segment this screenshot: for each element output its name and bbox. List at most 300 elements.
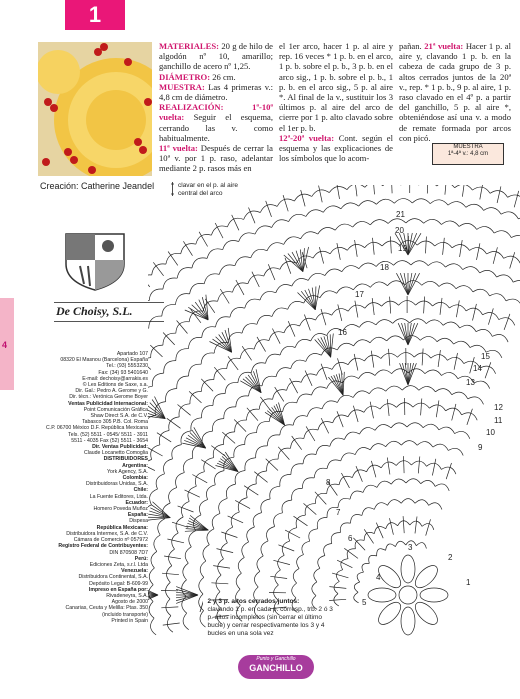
stitch-post: [235, 500, 250, 508]
chain-arch: [354, 340, 371, 346]
chain-arch: [234, 445, 245, 458]
chain-arch: [466, 204, 484, 210]
stitch-post: [270, 576, 287, 578]
chain-arch: [402, 386, 419, 391]
credit-line: Dir. técn.: Verónica Gerome Boyer: [69, 394, 148, 401]
materials-label: MATERIALES:: [159, 41, 220, 51]
stitch-post: [257, 337, 266, 352]
stitch-post: [432, 459, 435, 476]
chain-arch: [359, 201, 377, 206]
stitch-post: [244, 486, 258, 495]
round-number-label: 21: [396, 210, 405, 219]
stitch-post: [371, 461, 376, 477]
stitch-post: [473, 304, 477, 321]
credit-line: Point Comunicación Gráfica: [83, 406, 148, 413]
stitch-post: [236, 280, 244, 295]
chain-arch: [207, 249, 223, 259]
legend-bottom-title: 2 y 3 p. altos cerrados juntos:: [207, 598, 300, 605]
magazine-logo-main: GANCHILLO: [249, 663, 303, 673]
chain-arch: [202, 431, 213, 444]
stitch-post: [294, 516, 308, 526]
gauge-text: Las 4 primeras v.: 4,8 cm de diámetro.: [159, 81, 273, 103]
chain-arch: [322, 401, 337, 409]
center-petal: [412, 562, 442, 592]
chain-arch: [274, 513, 283, 527]
stitch-post: [421, 399, 422, 416]
chain-arch: [302, 541, 310, 554]
fan-ray: [330, 334, 331, 357]
stitch-post: [353, 406, 358, 422]
stitch-post: [164, 556, 181, 559]
stitch-post: [443, 238, 445, 255]
chain-arch: [435, 484, 449, 491]
stitch-post: [355, 240, 358, 257]
stitch-post: [440, 298, 442, 315]
chain-arch: [242, 324, 257, 334]
chain-arch: [408, 369, 425, 374]
chain-arch: [484, 208, 502, 215]
stitch-post: [192, 475, 207, 483]
chain-arch: [176, 473, 185, 488]
chain-arch: [292, 583, 297, 598]
chain-arch: [164, 459, 173, 474]
chain-arch: [426, 320, 443, 325]
stitch-post: [387, 458, 390, 475]
chain-arch: [462, 413, 478, 420]
chain-arch: [225, 383, 238, 394]
chain-arch: [312, 582, 317, 596]
stitch-post: [504, 314, 510, 330]
credit-line: (incluido transporte): [102, 611, 148, 618]
chain-arch: [235, 257, 251, 266]
chain-arch: [320, 291, 337, 298]
chain-arch: [282, 541, 289, 555]
chain-arch: [497, 275, 514, 282]
chain-arch: [506, 299, 520, 307]
diameter-text: 26 cm.: [210, 71, 236, 82]
chain-arch: [251, 249, 267, 257]
round-number-label: 16: [338, 328, 347, 337]
stitch-post: [319, 247, 323, 264]
credit-line: Perú:: [134, 555, 148, 562]
chain-arch: [202, 405, 213, 417]
chain-arch: [189, 364, 202, 376]
chain-arch: [337, 287, 354, 293]
chain-arch: [344, 432, 359, 439]
chain-arch: [317, 517, 327, 528]
stitch-post: [288, 321, 295, 337]
credit-line: Tel.: (93) 5553230: [106, 363, 148, 370]
chain-arch: [476, 329, 492, 336]
stitch-post: [321, 309, 326, 325]
chain-arch: [494, 231, 511, 238]
credit-line: DIN 870508 7D7: [109, 549, 148, 556]
chain-arch: [256, 446, 268, 458]
stitch-post: [390, 236, 391, 253]
chain-arch: [297, 394, 312, 403]
fan-ray: [324, 336, 331, 357]
stitch-post: [436, 400, 439, 417]
stitch-post: [485, 362, 491, 378]
stitch-post: [387, 399, 389, 416]
chain-arch: [388, 219, 406, 224]
stitch-post: [488, 308, 493, 324]
chain-arch: [236, 396, 249, 407]
round-number-label: 9: [478, 443, 483, 452]
credit-line: Homero Poveda Muñoz: [93, 506, 148, 513]
chain-arch: [169, 488, 177, 503]
method-label: REALIZACIÓN: 1ª-10ª vuelta:: [159, 102, 273, 123]
credit-line: Ventas Publicidad Internacional:: [68, 400, 148, 407]
chain-arch: [460, 325, 476, 332]
credit-line: Ediciones Zeta, s.r.l. Ltda: [89, 561, 148, 568]
chain-arch: [148, 301, 149, 313]
stitch-post: [390, 297, 391, 314]
stitch-post: [199, 232, 208, 247]
credit-line: Apartado 107: [116, 351, 148, 357]
credit-line: Claude Locanetto Comoglia: [83, 450, 148, 457]
chain-arch: [219, 265, 235, 275]
chain-arch: [341, 559, 348, 570]
chain-arch: [448, 448, 463, 455]
stitch-post: [456, 300, 459, 317]
chain-arch: [289, 214, 306, 221]
chain-arch: [341, 203, 359, 209]
chain-arch: [337, 395, 353, 402]
page-number: 4: [2, 340, 8, 350]
stitch-post: [161, 607, 178, 608]
chain-arch: [318, 556, 325, 569]
stitch-post: [337, 243, 340, 260]
chain-arch: [391, 423, 407, 428]
chain-arch: [374, 503, 387, 510]
round-number-label: 20: [395, 226, 404, 235]
credit-line: República Mexicana:: [96, 524, 148, 531]
chain-arch: [280, 474, 291, 486]
center-petal: [368, 588, 396, 602]
stitch-post: [275, 387, 284, 401]
chain-arch: [149, 316, 162, 328]
chain-arch: [189, 531, 196, 547]
credit-line: Depósito Legal: B-609-99: [89, 580, 148, 587]
credit-line: Dir. Ventas Publicidad:: [92, 444, 148, 451]
chain-arch: [391, 479, 406, 484]
gauge-box: [432, 143, 504, 165]
chain-arch: [266, 354, 281, 363]
fan-ray: [400, 273, 408, 295]
fan-ray: [402, 363, 408, 385]
stitch-post: [389, 349, 390, 366]
stitch-post: [477, 243, 480, 260]
chain-arch: [394, 199, 412, 204]
round-12-20-label: 12ª-20ª vuelta:: [279, 132, 335, 143]
magazine-logo-small: Punto y Ganchillo: [256, 656, 296, 662]
stitch-post: [418, 457, 420, 474]
chain-arch: [216, 317, 230, 327]
chain-arch: [152, 373, 163, 386]
chain-arch: [314, 468, 327, 478]
publisher-crest: [60, 230, 130, 292]
chain-arch: [267, 243, 284, 251]
chain-arch: [377, 481, 391, 487]
stitch-post: [341, 473, 349, 488]
stitch-post: [376, 523, 383, 539]
chain-arch: [201, 353, 214, 364]
legend-top-line-1: clavar en el p. al aire: [178, 182, 238, 189]
chain-arch: [492, 335, 508, 343]
chain-arch: [477, 227, 494, 234]
stitch-post: [217, 549, 234, 553]
stitch-post: [305, 371, 312, 386]
chain-arch: [330, 438, 345, 446]
chain-arch: [158, 519, 165, 535]
stitch-post: [290, 378, 298, 393]
credit-line: Chile:: [133, 487, 148, 494]
chain-arch: [421, 480, 436, 486]
stitch-post: [403, 516, 404, 533]
stitch-post: [446, 463, 451, 479]
chain-arch: [203, 545, 209, 561]
stitch-post: [424, 297, 425, 314]
chain-arch: [435, 389, 451, 395]
chain-arch: [314, 568, 320, 582]
chain-arch: [190, 283, 205, 294]
stitch-post: [321, 364, 327, 380]
chain-arch: [247, 527, 255, 542]
round-11-continued: el 1er arco, hacer 1 p. al aire y rep. 16 veces * 1 p. b. en el arco, 1 p. b. sobre el p. b., 3 p. b. en el arco sig., 1 p. b. sobre el p. b., 1 p. b. en el arco sig., 5 p. al aire *. Al final de la v., sustituir los 3 últimos p. al aire del arco de cierre por 1 p. alto clavado sobre el 1er p. b.: [279, 41, 393, 133]
stitch-post: [426, 519, 431, 535]
chain-arch: [291, 360, 306, 369]
designer-credit: Creación: Catherine Jeandel: [40, 181, 155, 191]
fan-ray: [151, 505, 170, 518]
fan-ray: [343, 372, 344, 395]
chain-arch: [235, 471, 245, 485]
round-number-label: 8: [326, 478, 331, 487]
stitch-post: [266, 201, 272, 217]
chain-arch: [280, 425, 293, 435]
chain-arch: [242, 542, 249, 558]
chain-arch: [183, 563, 188, 580]
stitch-post: [148, 358, 151, 369]
credit-line: 5511 - 4035 Fax (52) 5511 - 3654: [71, 437, 148, 444]
chain-arch: [185, 547, 191, 563]
fan-ray: [185, 530, 208, 531]
center-petal: [401, 555, 415, 583]
chain-arch: [324, 544, 332, 556]
chain-arch: [202, 327, 216, 338]
chain-arch: [261, 499, 270, 513]
chain-arch: [327, 460, 341, 469]
stitch-post: [252, 272, 259, 287]
chain-arch: [387, 336, 404, 341]
chain-arch: [291, 464, 303, 475]
credit-line: Distribuidoras Unidas, S.A.: [86, 481, 148, 488]
stitch-post: [404, 456, 405, 473]
stitch-post: [467, 409, 473, 425]
chain-arch: [441, 221, 459, 227]
stitch-post: [391, 185, 392, 193]
chain-arch: [463, 267, 480, 273]
chain-arch: [424, 219, 442, 224]
stitch-post: [228, 516, 244, 523]
chain-arch: [455, 431, 470, 438]
stitch-post: [273, 560, 290, 564]
chain-arch: [341, 453, 356, 461]
chain-arch: [395, 541, 405, 546]
credit-line: © Les Editions de Saxe, s.a.: [82, 382, 148, 389]
gauge-box-text: 1ª-4ª v.: 4,8 cm: [447, 151, 489, 157]
instructions-column-3: [399, 41, 511, 143]
chain-arch: [375, 370, 392, 376]
credit-line: Venezuela:: [121, 568, 148, 575]
round-number-label: 4: [376, 573, 381, 582]
chain-arch: [204, 274, 219, 284]
chain-arch: [323, 206, 341, 212]
chain-arch: [468, 397, 484, 405]
chain-arch: [224, 407, 236, 419]
chain-arch: [417, 442, 433, 448]
chain-arch: [306, 353, 322, 361]
chain-arch: [386, 544, 396, 550]
chain-arch: [508, 195, 520, 202]
chain-arch: [297, 555, 304, 569]
stitch-post: [415, 517, 417, 534]
chain-arch: [376, 320, 393, 325]
chain-arch: [293, 416, 307, 426]
chain-arch: [430, 200, 448, 205]
credit-line: Registro Federal de Contribuyentes:: [58, 543, 148, 550]
chain-arch: [177, 376, 189, 389]
instructions-column-1: [159, 41, 273, 174]
stitch-post: [426, 237, 427, 254]
stitch-post: [221, 532, 237, 538]
credit-line: España:: [127, 512, 148, 519]
chain-arch: [351, 514, 362, 523]
credit-line: Ecuador:: [125, 499, 148, 506]
chain-arch: [254, 571, 259, 587]
round-number-label: 2: [448, 553, 453, 562]
stitch-post: [337, 185, 340, 199]
chain-arch: [335, 224, 353, 230]
materials-text: 20 g de hilo de algodón nº 10, amarillo; ganchillo de acero nº 1,25.: [159, 41, 273, 72]
stitch-post: [372, 298, 374, 315]
chain-arch: [480, 270, 497, 277]
credit-line: C.P. 06700 México D.F. República Mexicana: [46, 425, 148, 432]
credit-line: Tabasco 305 P.B. Col. Roma: [82, 419, 148, 426]
stitch-post: [249, 208, 256, 224]
center-petal: [420, 588, 448, 602]
chain-arch: [149, 289, 163, 301]
round-number-label: 17: [355, 290, 364, 299]
chain-arch: [212, 419, 223, 432]
center-petal: [401, 607, 415, 635]
chain-arch: [272, 220, 289, 228]
stitch-post: [304, 315, 310, 331]
stitch-post: [493, 247, 497, 263]
stitch-post: [272, 329, 280, 344]
fan-ray: [176, 595, 198, 601]
chain-arch: [191, 418, 202, 431]
chain-arch: [439, 427, 455, 434]
stitch-post: [148, 274, 150, 287]
chain-arch: [429, 503, 442, 510]
chain-arch: [245, 458, 256, 471]
chain-arch: [302, 478, 314, 489]
chain-arch: [283, 402, 297, 412]
stitch-post: [148, 448, 163, 456]
chain-arch: [270, 486, 280, 499]
stitch-post: [355, 301, 358, 318]
round-number-label: 15: [481, 352, 490, 361]
chain-arch: [355, 447, 370, 454]
chain-arch: [177, 268, 192, 279]
chain-arch: [374, 527, 385, 534]
stitch-post: [167, 539, 184, 543]
credit-line: La Fuente Editores, Ltda.: [89, 493, 148, 500]
stitch-post: [278, 545, 294, 551]
credit-line: Impreso en España por:: [88, 586, 148, 593]
chain-arch: [410, 319, 427, 324]
chain-arch: [318, 228, 335, 235]
chain-arch: [416, 543, 426, 549]
chain-arch: [375, 424, 391, 430]
fan-ray: [176, 589, 198, 595]
chain-arch: [490, 294, 506, 301]
stitch-post: [354, 354, 358, 371]
round-21-text: Hacer 1 p. al aire y, clavando 1 p. b. en la cabeza de cada grupo de 3 p. altos cerrados juntos de la 20ª v., rep. * 1 p. b., 9 p. al aire, 1 p. raso clavado en el 4º p. a partir del ganchillo, 5 p. al aire *, obteniéndose así una v. a modo de remate formada por arcos con picó.: [399, 41, 511, 143]
chain-arch: [513, 280, 520, 288]
chain-arch: [362, 563, 369, 572]
chain-arch: [257, 422, 270, 433]
chain-arch: [176, 349, 189, 361]
chain-arch: [150, 618, 156, 635]
credit-line: Agosto de 2000: [111, 599, 148, 606]
chain-arch: [309, 529, 318, 541]
chain-arch: [199, 577, 204, 594]
chain-arch: [474, 381, 490, 389]
stitch-post: [462, 185, 464, 197]
chain-arch: [411, 261, 428, 266]
credit-line: Dir. Gal.: Pedro A. Gerome y G.: [75, 388, 148, 395]
round-number-label: 18: [380, 263, 389, 272]
chain-arch: [407, 423, 423, 428]
chain-arch: [260, 291, 276, 300]
credit-line: Cámara de Comercio nº 057972: [73, 537, 148, 544]
round-11-label: 11ª vuelta:: [159, 143, 198, 154]
chain-arch: [188, 337, 201, 348]
center-petal: [412, 599, 442, 629]
instructions-column-2: [279, 41, 393, 163]
chain-arch: [206, 485, 215, 500]
chain-arch: [308, 273, 325, 280]
chain-arch: [454, 341, 470, 347]
chain-arch: [293, 569, 299, 584]
chain-arch: [257, 315, 272, 324]
stitch-post: [306, 426, 315, 441]
credit-line: Distribuidora Intermex, S.A. de C.V.: [66, 530, 148, 537]
round-number-label: 11: [494, 416, 503, 425]
chain-arch: [253, 513, 261, 527]
round-number-label: 3: [408, 543, 413, 552]
stitch-post: [319, 186, 323, 203]
chain-arch: [354, 582, 359, 592]
stitch-post: [329, 587, 346, 589]
chain-arch: [401, 499, 415, 504]
chain-arch: [448, 202, 466, 208]
chain-arch: [267, 435, 280, 446]
chain-arch: [280, 346, 295, 355]
stitch-post: [356, 466, 362, 482]
